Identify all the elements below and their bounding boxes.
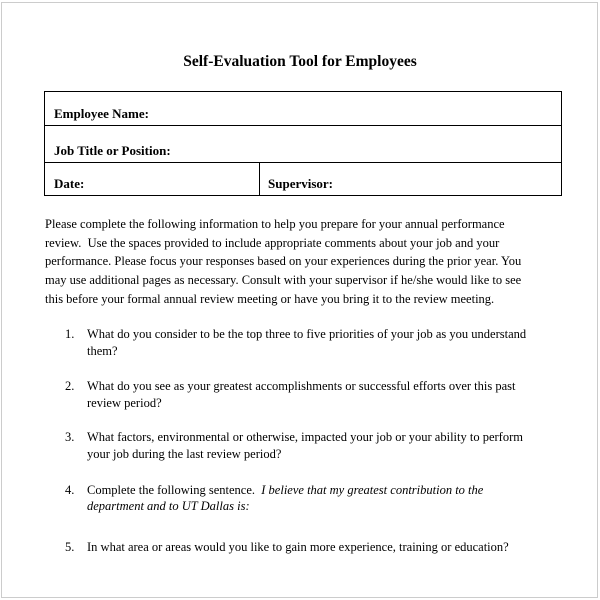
question-regular-text: Complete the following sentence.: [87, 482, 262, 497]
question-italic-text: department and to UT Dallas is:: [87, 499, 250, 514]
intro-line: Please complete the following information to help you prepare for your annual performance: [45, 217, 505, 231]
table-row: [45, 92, 561, 125]
date-field[interactable]: [45, 163, 259, 195]
question-line: What do you consider to be the top three to five priorities of your job as you understand: [87, 327, 527, 341]
page-title: Self-Evaluation Tool for Employees: [183, 53, 417, 70]
list-item-1: [44, 326, 569, 359]
employee-name-field[interactable]: [45, 92, 561, 125]
question-line: In what area or areas would you like to gain more experience, training or education?: [87, 539, 509, 554]
question-italic-text: I believe that my greatest contribution to the: [261, 482, 484, 497]
question-number: 5.: [65, 539, 75, 554]
intro-paragraph: [45, 215, 555, 309]
question-line: review period?: [87, 395, 162, 410]
list-item-2: [44, 378, 569, 411]
job-title-field[interactable]: [45, 126, 561, 162]
supervisor-field[interactable]: [259, 163, 561, 195]
question-line: them?: [87, 343, 118, 358]
question-text: [87, 539, 569, 556]
list-item-4: [44, 482, 569, 515]
intro-line: review. Use the spaces provided to include appropriate comments about your job and your: [45, 235, 500, 250]
question-number: 4.: [65, 482, 75, 497]
question-text: [87, 429, 569, 462]
question-text: [87, 326, 569, 359]
question-number: 1.: [65, 327, 75, 341]
supervisor-label: Supervisor:: [268, 176, 333, 191]
employee-name-label: Employee Name:: [54, 106, 149, 121]
job-title-label: Job Title or Position:: [54, 143, 171, 158]
intro-line: this before your formal annual review meeting or have you bring it to the review meeting.: [45, 291, 495, 306]
table-row: [45, 162, 561, 195]
question-line: What do you see as your greatest accomplishments or successful efforts over this past: [87, 379, 516, 394]
employee-info-table: [44, 91, 562, 196]
question-line: [87, 498, 569, 515]
question-number: 3.: [65, 430, 75, 445]
list-item-3: [44, 429, 569, 462]
question-number: 2.: [65, 379, 75, 394]
intro-line: performance. Please focus your responses based on your experiences during the prior year. You: [45, 254, 522, 269]
questions-list: [44, 326, 569, 555]
list-item-5: [44, 539, 569, 556]
question-line: What factors, environmental or otherwise, impacted your job or your ability to perform: [87, 430, 523, 445]
question-text: [87, 378, 569, 411]
table-row: [45, 125, 561, 162]
question-line: [87, 482, 569, 499]
question-line: your job during the last review period?: [87, 446, 282, 461]
question-text: [87, 482, 569, 515]
intro-line: may use additional pages as necessary. Consult with your supervisor if he/she would like to see: [45, 273, 522, 288]
date-label: Date:: [54, 176, 85, 191]
